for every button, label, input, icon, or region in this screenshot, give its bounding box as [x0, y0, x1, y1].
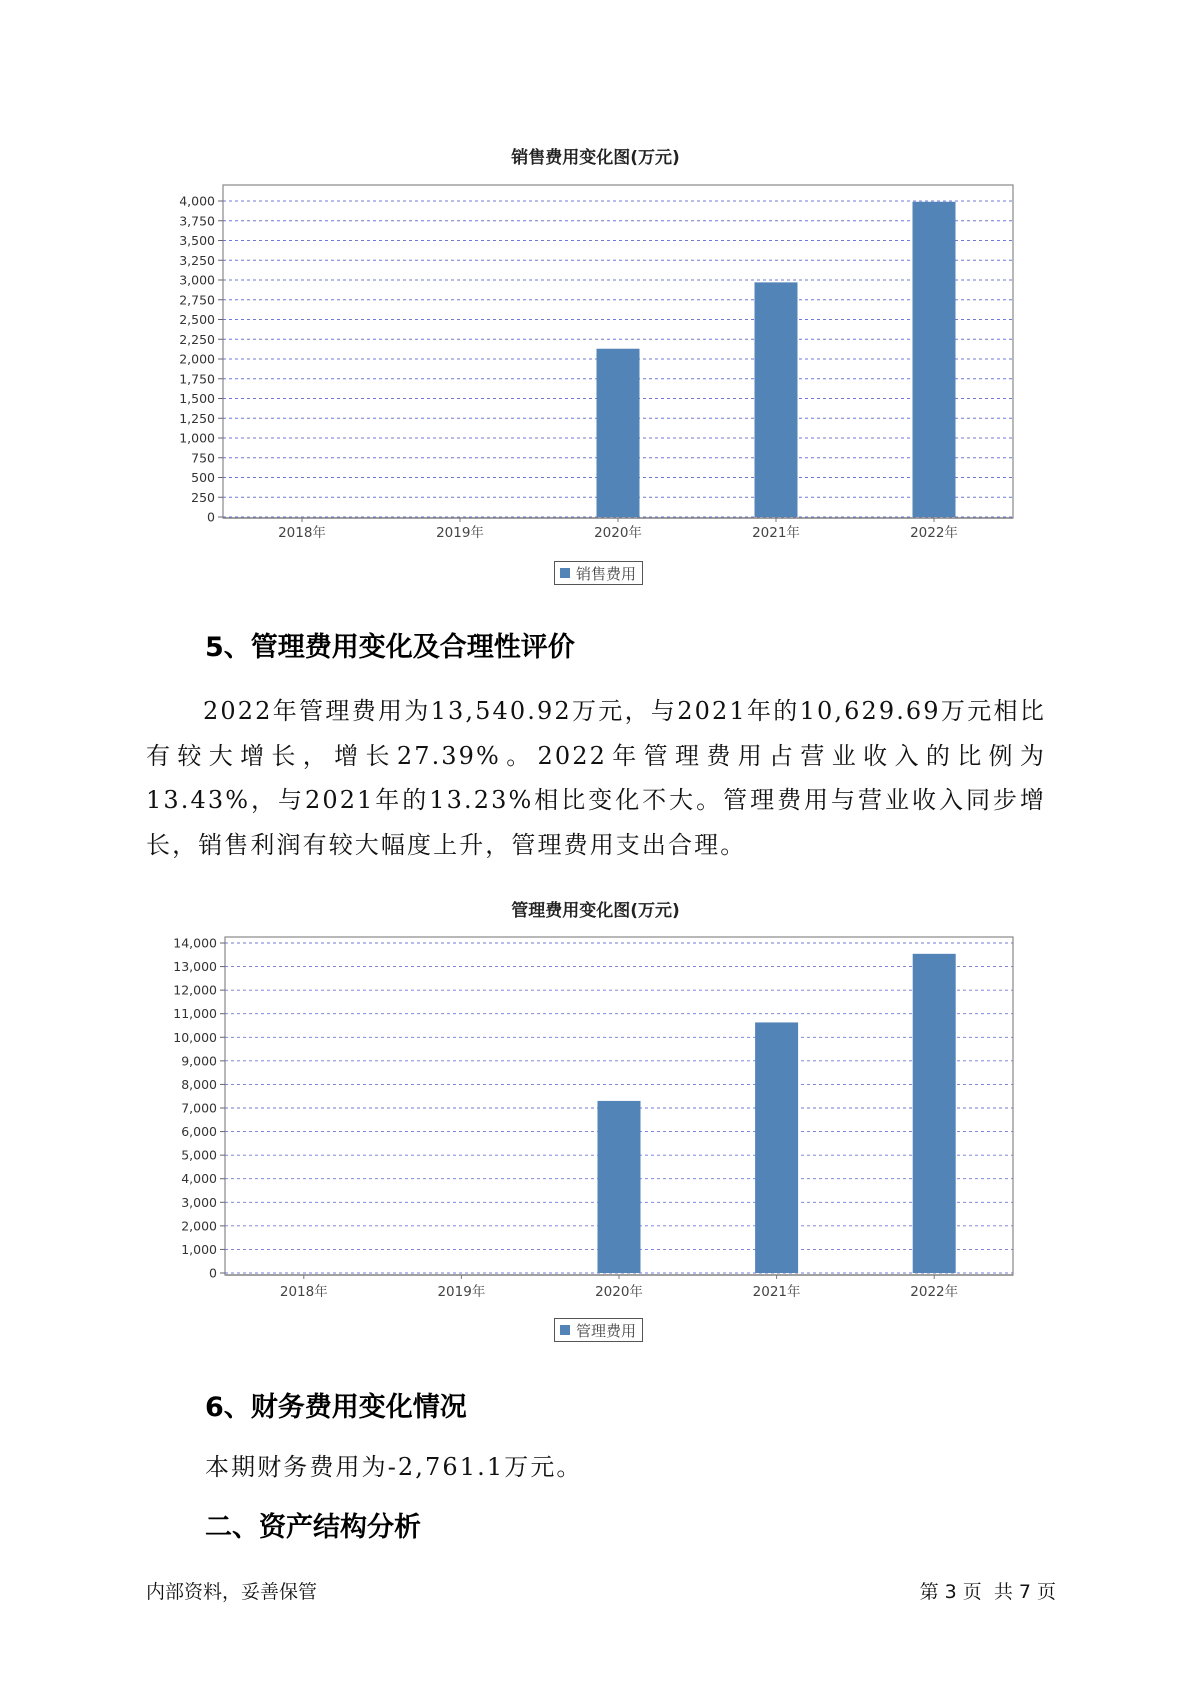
y-tick-label: 1,250 [179, 410, 215, 426]
chart-legend-admin-expense [554, 1318, 643, 1342]
footer-confidential-note: 内部资料，妥善保管 [146, 1581, 318, 1603]
y-tick-label: 8,000 [181, 1076, 217, 1092]
y-tick-label: 2,000 [181, 1218, 217, 1234]
x-tick-label: 2018年 [279, 1284, 328, 1300]
y-tick-label: 1,000 [179, 430, 215, 446]
y-tick-label: 2,500 [179, 312, 215, 327]
y-tick-label: 3,000 [179, 272, 215, 288]
bar-2022年 [913, 954, 956, 1273]
x-tick-label: 2021年 [752, 1284, 801, 1300]
y-tick-label: 750 [191, 450, 215, 466]
y-tick-label: 0 [207, 509, 215, 525]
y-tick-label: 250 [191, 489, 215, 505]
x-tick-label: 2020年 [595, 1284, 643, 1300]
y-tick-label: 6,000 [181, 1124, 217, 1140]
x-tick-label: 2019年 [436, 525, 484, 541]
y-tick-label: 5,000 [181, 1147, 217, 1163]
legend-label: 销售费用 [576, 564, 637, 583]
bar-2020年 [598, 1101, 641, 1273]
paragraph-admin-expense: 2022年管理费用为13,540.92万元，与2021年的10,629.69万元相比有较大增长，增长27.39%。2022年管理费用占营业收入的比例为13.43%，与2021年的13.23%相比变化不大。管理费用与营业收入同步增长，销售利润有较大幅度上升，管理费用支出合理。 [146, 697, 1046, 859]
x-tick-label: 2021年 [752, 525, 800, 541]
y-tick-label: 13,000 [173, 959, 217, 975]
y-tick-label: 1,500 [179, 391, 215, 406]
y-tick-label: 2,250 [179, 331, 215, 347]
y-tick-label: 1,750 [179, 371, 215, 387]
x-tick-label: 2019年 [437, 1284, 486, 1300]
y-tick-label: 0 [209, 1265, 217, 1281]
y-tick-label: 7,000 [181, 1100, 217, 1116]
x-tick-label: 2022年 [910, 1284, 959, 1300]
x-tick-label: 2020年 [594, 525, 642, 541]
y-tick-label: 1,000 [181, 1241, 217, 1257]
legend-swatch [560, 1325, 570, 1335]
y-tick-label: 11,000 [173, 1006, 217, 1022]
y-tick-label: 500 [191, 470, 215, 485]
y-tick-label: 3,750 [179, 213, 215, 229]
x-tick-label: 2022年 [910, 525, 958, 541]
y-tick-label: 9,000 [181, 1053, 217, 1069]
y-tick-label: 4,000 [179, 193, 215, 209]
y-tick-label: 2,750 [179, 292, 215, 308]
section-heading-asset-structure: 二、资产结构分析 [205, 1512, 421, 1543]
section-heading-finance-expense: 6、财务费用变化情况 [205, 1392, 467, 1423]
section-heading-admin-expense: 5、管理费用变化及合理性评价 [205, 632, 575, 663]
legend-label: 管理费用 [576, 1321, 637, 1340]
chart-title-admin-expense: 管理费用变化图(万元) [511, 901, 680, 921]
y-tick-label: 3,500 [179, 233, 215, 248]
y-tick-label: 3,250 [179, 252, 215, 268]
x-tick-label: 2018年 [278, 525, 326, 541]
y-tick-label: 10,000 [173, 1029, 217, 1045]
y-tick-label: 12,000 [173, 982, 217, 998]
y-tick-label: 4,000 [181, 1171, 217, 1187]
y-tick-label: 3,000 [181, 1194, 217, 1210]
footer-page-number: 第 3 页 共 7 页 [919, 1581, 1056, 1603]
y-tick-label: 2,000 [179, 351, 215, 367]
paragraph-finance-expense: 本期财务费用为-2,761.1万元。 [205, 1453, 583, 1481]
y-tick-label: 14,000 [173, 935, 217, 951]
chart-title-sales-expense: 销售费用变化图(万元) [511, 148, 680, 168]
bar-2021年 [755, 1022, 798, 1273]
